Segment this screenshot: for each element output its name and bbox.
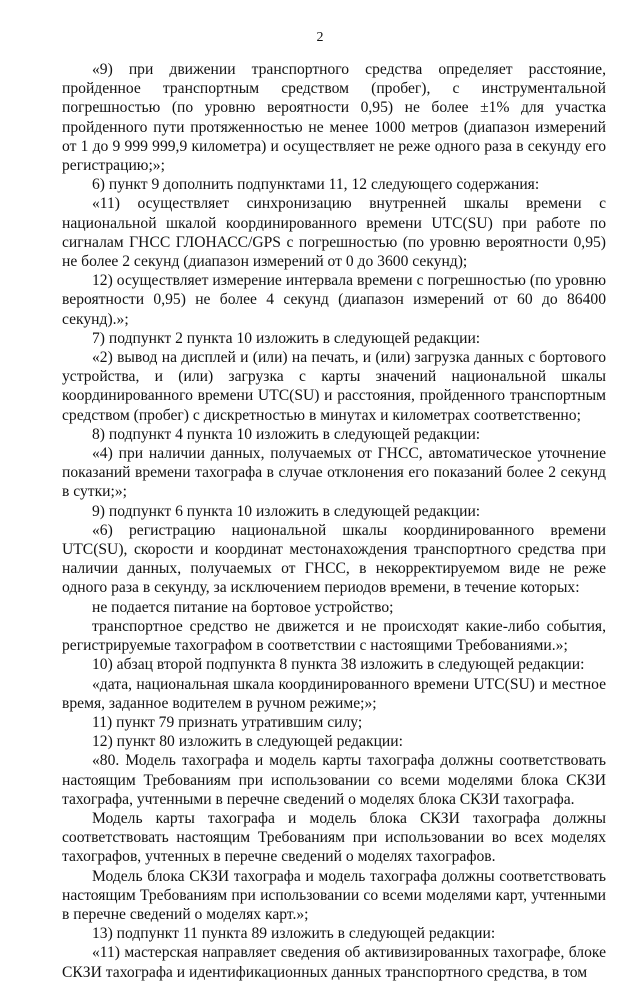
paragraph: «11) осуществляет синхронизацию внутренней шкалы времени с национальной шкалой координированного времени UTC(SU) при работе по сигналам ГНСС ГЛОНАСС/GPS с погрешностью (по уровню вероятности 0,95) не более 2 секунд (диапазон измерений от 0 до 3600 секунд);: [62, 195, 606, 271]
paragraph: 12) осуществляет измерение интервала времени с погрешностью (по уровню вероятности 0,95) не более 4 секунд (диапазон измерений от 60 до 86400 секунд).»;: [62, 272, 606, 328]
paragraph: 12) пункт 80 изложить в следующей редакции:: [92, 733, 403, 751]
paragraph: «80. Модель тахографа и модель карты тахографа должны соответствовать настоящим Требованиям при использовании со всеми моделями блока СКЗИ тахографа, учтенными в перечне сведений о моделях блока СКЗИ тахографа.: [62, 752, 606, 808]
paragraph: «11) мастерская направляет сведения об активизированных тахографе, блоке СКЗИ тахографа и идентификационных данных транспортного средства, в том: [62, 944, 606, 981]
paragraph: «дата, национальная шкала координированного времени UTC(SU) и местное время, заданное водителем в ручном режиме;»;: [62, 675, 606, 712]
paragraph: «6) регистрацию национальной шкалы координированного времени UTC(SU), скорости и координат местонахождения транспортного средства при наличии данных, получаемых от ГНСС, в некорректируемом виде не реже одного раза в секунду, за исключением периодов времени, в течение которых:: [62, 521, 606, 597]
document-body: [62, 60, 606, 982]
paragraph: 9) подпункт 6 пункта 10 изложить в следующей редакции:: [92, 502, 481, 520]
paragraph: Модель блока СКЗИ тахографа и модель тахографа должны соответствовать настоящим Требованиям при использовании со всеми моделями карт, учтенными в перечне сведений о моделях карт.»;: [62, 867, 606, 923]
paragraph: 8) подпункт 4 пункта 10 изложить в следующей редакции:: [92, 425, 481, 443]
paragraph: 13) подпункт 11 пункта 89 изложить в следующей редакции:: [92, 925, 496, 943]
page-number: 2: [316, 30, 324, 45]
paragraph: 6) пункт 9 дополнить подпунктами 11, 12 следующего содержания:: [92, 176, 540, 194]
paragraph: 11) пункт 79 признать утратившим силу;: [92, 713, 363, 731]
paragraph: транспортное средство не движется и не происходят какие-либо события, регистрируемые тахографом в соответствии с настоящими Требованиями.»;: [62, 617, 606, 655]
paragraph: «9) при движении транспортного средства определяет расстояние, пройденное транспортным средством (пробег), с инструментальной погрешностью (по уровню вероятности 0,95) не более ±1% для участка пройденного пути протяженностью не менее 1000 метров (диапазон измерений от 1 до 9 999 999,9 километра) и осуществляет не реже одного раза в секунду его регистрацию;»;: [62, 61, 606, 175]
paragraph: «2) вывод на дисплей и (или) на печать, и (или) загрузка данных с бортового устройства, и (или) загрузка с карты значений национальной шкалы координированного времени UTC(SU) и расстояния, пройденного транспортным средством (пробег) с дискретностью в минутах и километрах соответственно;: [62, 349, 606, 424]
paragraph: не подается питание на бортовое устройство;: [92, 598, 394, 616]
paragraph: «4) при наличии данных, получаемых от ГНСС, автоматическое уточнение показаний времени тахографа в случае отклонения его показаний более 2 секунд в сутки;»;: [62, 445, 606, 501]
paragraph: 7) подпункт 2 пункта 10 изложить в следующей редакции:: [92, 329, 481, 347]
paragraph: Модель карты тахографа и модель блока СКЗИ тахографа должны соответствовать настоящим Требованиям при использовании во всех моделях тахографов, учтенных в перечне сведений о моделях тахографов.: [62, 809, 606, 866]
paragraph: 10) абзац второй подпункта 8 пункта 38 изложить в следующей редакции:: [92, 656, 585, 674]
